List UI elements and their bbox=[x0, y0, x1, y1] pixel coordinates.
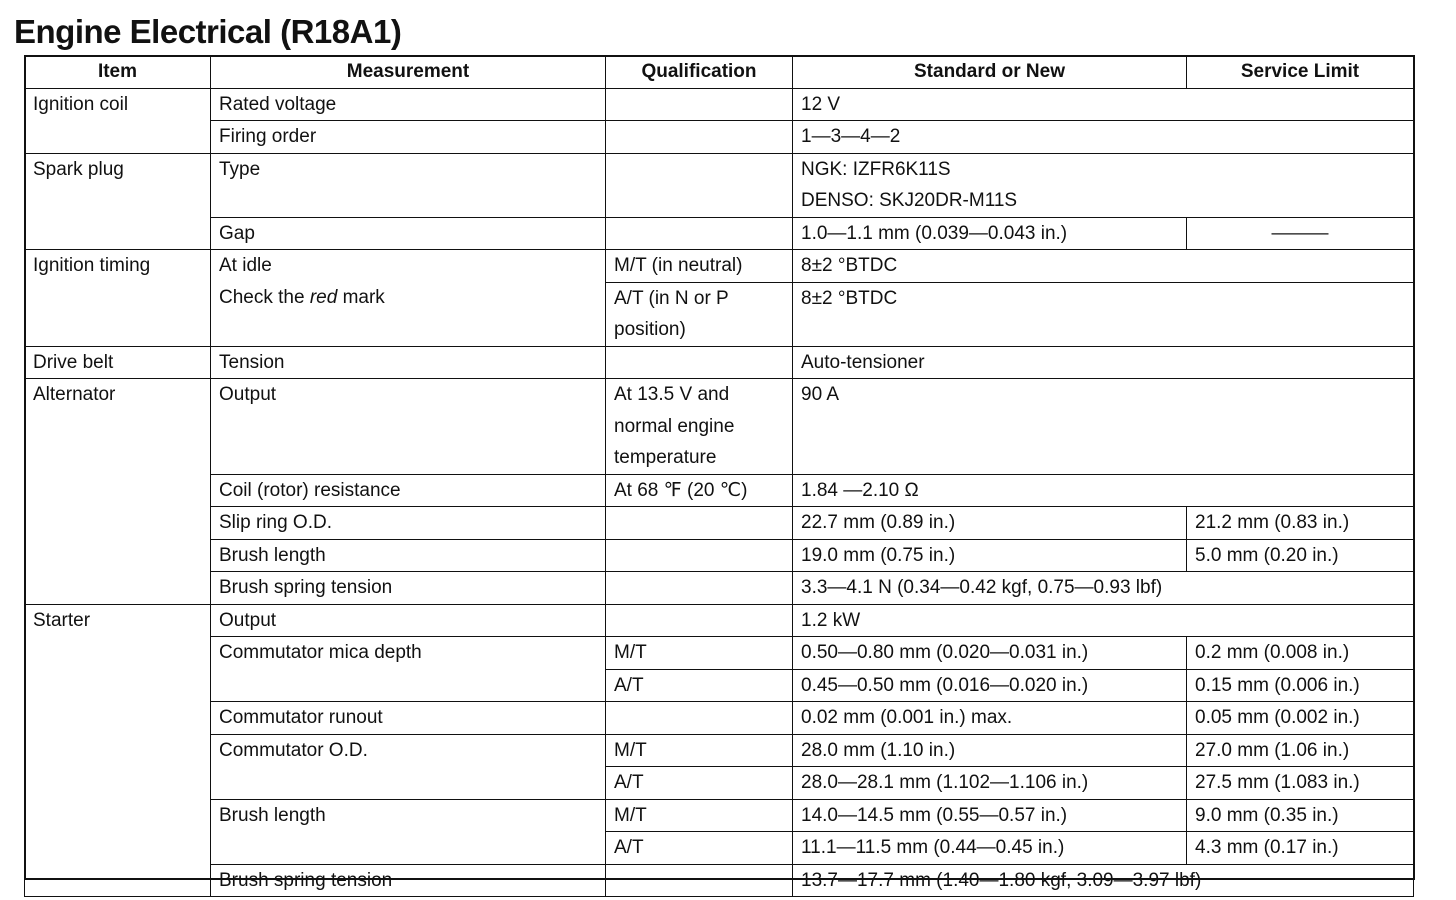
header-standard: Standard or New bbox=[793, 56, 1187, 89]
qualification-cell: M/T bbox=[606, 637, 793, 670]
qualification-cell bbox=[606, 88, 793, 121]
measurement-cell: Output bbox=[211, 604, 606, 637]
item-alternator: Alternator bbox=[25, 379, 211, 605]
measurement-line bbox=[219, 282, 597, 314]
table-row bbox=[25, 864, 1414, 897]
qualification-cell: A/T (in N or P position) bbox=[606, 282, 793, 346]
qualification-cell bbox=[606, 217, 793, 250]
table-row bbox=[25, 507, 1414, 540]
measurement-cell: Type bbox=[211, 153, 606, 217]
measurement-cell: Coil (rotor) resistance bbox=[211, 474, 606, 507]
measurement-cell: Tension bbox=[211, 346, 606, 379]
standard-cell: Auto-tensioner bbox=[793, 346, 1414, 379]
qualification-cell: At 13.5 V and normal engine temperature bbox=[606, 379, 793, 475]
table-row bbox=[25, 379, 1414, 475]
standard-line: NGK: IZFR6K11S bbox=[801, 158, 951, 180]
table-row bbox=[25, 153, 1414, 217]
standard-cell: 90 A bbox=[793, 379, 1414, 475]
measurement-cell: Brush spring tension bbox=[211, 572, 606, 605]
measurement-cell: Rated voltage bbox=[211, 88, 606, 121]
standard-cell: 28.0—28.1 mm (1.102—1.106 in.) bbox=[793, 767, 1187, 800]
qualification-cell bbox=[606, 604, 793, 637]
qualification-cell bbox=[606, 121, 793, 154]
qualification-cell bbox=[606, 153, 793, 217]
standard-line: DENSO: SKJ20DR-M11S bbox=[801, 190, 1018, 211]
measurement-cell: Slip ring O.D. bbox=[211, 507, 606, 540]
table-row bbox=[25, 121, 1414, 154]
table-row bbox=[25, 799, 1414, 832]
item-spark-plug: Spark plug bbox=[25, 153, 211, 250]
qualification-cell bbox=[606, 702, 793, 735]
standard-cell: 1—3—4—2 bbox=[793, 121, 1414, 154]
spec-table bbox=[24, 55, 1414, 897]
measurement-emphasis: red bbox=[309, 286, 338, 308]
standard-cell: 8±2 °BTDC bbox=[793, 282, 1414, 346]
measurement-cell: Gap bbox=[211, 217, 606, 250]
qualification-cell bbox=[606, 346, 793, 379]
qualification-cell: A/T bbox=[606, 832, 793, 865]
standard-cell: 14.0—14.5 mm (0.55—0.57 in.) bbox=[793, 799, 1187, 832]
table-row bbox=[25, 217, 1414, 250]
table-row bbox=[25, 250, 1414, 283]
table-row bbox=[25, 734, 1414, 767]
table-row bbox=[25, 88, 1414, 121]
measurement-cell bbox=[211, 250, 606, 347]
measurement-cell: Commutator mica depth bbox=[211, 637, 606, 702]
qualification-cell: A/T bbox=[606, 669, 793, 702]
standard-cell: 11.1—11.5 mm (0.44—0.45 in.) bbox=[793, 832, 1187, 865]
service-limit-cell: 5.0 mm (0.20 in.) bbox=[1187, 539, 1414, 572]
standard-cell: 22.7 mm (0.89 in.) bbox=[793, 507, 1187, 540]
service-limit-cell: 0.05 mm (0.002 in.) bbox=[1187, 702, 1414, 735]
standard-cell: 0.02 mm (0.001 in.) max. bbox=[793, 702, 1187, 735]
table-row bbox=[25, 604, 1414, 637]
qualification-cell: M/T (in neutral) bbox=[606, 250, 793, 283]
measurement-cell: Brush length bbox=[211, 799, 606, 864]
standard-cell: 3.3—4.1 N (0.34—0.42 kgf, 0.75—0.93 lbf) bbox=[793, 572, 1414, 605]
standard-cell: 1.2 kW bbox=[793, 604, 1414, 637]
table-row bbox=[25, 572, 1414, 605]
page-title: Engine Electrical (R18A1) bbox=[14, 13, 402, 50]
header-measurement: Measurement bbox=[211, 56, 606, 89]
table-row bbox=[25, 474, 1414, 507]
item-starter: Starter bbox=[25, 604, 211, 897]
measurement-cell: Output bbox=[211, 379, 606, 475]
service-limit-cell: ——— bbox=[1187, 217, 1414, 250]
measurement-cell: Brush length bbox=[211, 539, 606, 572]
measurement-line: At idle bbox=[219, 255, 272, 276]
qualification-cell: M/T bbox=[606, 734, 793, 767]
standard-cell: 28.0 mm (1.10 in.) bbox=[793, 734, 1187, 767]
standard-cell: 1.0—1.1 mm (0.039—0.043 in.) bbox=[793, 217, 1187, 250]
header-service-limit: Service Limit bbox=[1187, 56, 1414, 89]
table-row bbox=[25, 539, 1414, 572]
service-limit-cell: 27.0 mm (1.06 in.) bbox=[1187, 734, 1414, 767]
service-limit-cell: 0.2 mm (0.008 in.) bbox=[1187, 637, 1414, 670]
qualification-cell: At 68 ℉ (20 ℃) bbox=[606, 474, 793, 507]
standard-cell: 8±2 °BTDC bbox=[793, 250, 1414, 283]
qualification-cell: M/T bbox=[606, 799, 793, 832]
table-row bbox=[25, 702, 1414, 735]
measurement-text: mark bbox=[337, 286, 385, 308]
measurement-cell: Firing order bbox=[211, 121, 606, 154]
standard-cell: 0.45—0.50 mm (0.016—0.020 in.) bbox=[793, 669, 1187, 702]
service-limit-cell: 27.5 mm (1.083 in.) bbox=[1187, 767, 1414, 800]
standard-cell: 1.84 —2.10 Ω bbox=[793, 474, 1414, 507]
service-limit-cell: 9.0 mm (0.35 in.) bbox=[1187, 799, 1414, 832]
standard-cell: 19.0 mm (0.75 in.) bbox=[793, 539, 1187, 572]
item-ignition-coil: Ignition coil bbox=[25, 88, 211, 153]
qualification-cell bbox=[606, 539, 793, 572]
standard-cell: 13.7—17.7 mm (1.40—1.80 kgf, 3.09—3.97 lbf) bbox=[793, 864, 1414, 897]
service-limit-cell: 4.3 mm (0.17 in.) bbox=[1187, 832, 1414, 865]
header-qualification: Qualification bbox=[606, 56, 793, 89]
qualification-cell bbox=[606, 572, 793, 605]
item-drive-belt: Drive belt bbox=[25, 346, 211, 379]
service-limit-cell: 21.2 mm (0.83 in.) bbox=[1187, 507, 1414, 540]
item-ignition-timing: Ignition timing bbox=[25, 250, 211, 347]
qualification-cell bbox=[606, 507, 793, 540]
service-limit-cell: 0.15 mm (0.006 in.) bbox=[1187, 669, 1414, 702]
measurement-cell: Commutator O.D. bbox=[211, 734, 606, 799]
measurement-text: Check the bbox=[219, 286, 310, 308]
standard-cell: 0.50—0.80 mm (0.020—0.031 in.) bbox=[793, 637, 1187, 670]
qualification-cell bbox=[606, 864, 793, 897]
header-row bbox=[25, 56, 1414, 89]
standard-cell bbox=[793, 153, 1414, 217]
header-item: Item bbox=[25, 56, 211, 89]
measurement-cell: Commutator runout bbox=[211, 702, 606, 735]
table-row bbox=[25, 637, 1414, 670]
standard-cell: 12 V bbox=[793, 88, 1414, 121]
table-row bbox=[25, 346, 1414, 379]
qualification-cell: A/T bbox=[606, 767, 793, 800]
measurement-cell: Brush spring tension bbox=[211, 864, 606, 897]
